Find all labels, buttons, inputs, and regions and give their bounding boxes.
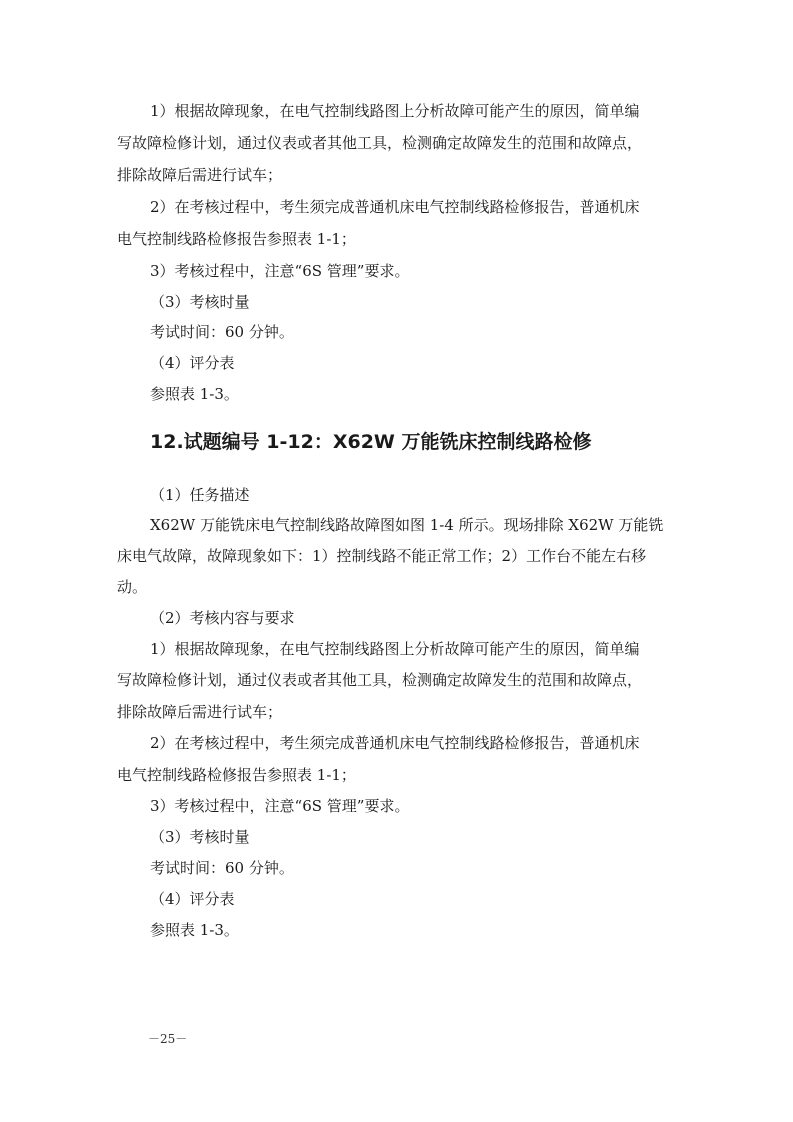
- section-heading: 12.试题编号 1-12：X62W 万能铣床控制线路检修: [150, 431, 592, 453]
- paragraph-line: 动。: [117, 578, 148, 596]
- paragraph-line: 考试时间：60 分钟。: [150, 859, 294, 877]
- paragraph-line: 排除故障后需进行试车；: [117, 703, 283, 721]
- subheading: （3）考核时量: [150, 828, 250, 846]
- paragraph-line: 排除故障后需进行试车；: [117, 166, 283, 184]
- subheading: （4）评分表: [150, 354, 235, 372]
- paragraph-line: 2）在考核过程中，考生须完成普通机床电气控制线路检修报告，普通机床: [150, 198, 640, 216]
- paragraph-line: 写故障检修计划，通过仪表或者其他工具，检测确定故障发生的范围和故障点，: [117, 134, 643, 152]
- paragraph-line: 写故障检修计划，通过仪表或者其他工具，检测确定故障发生的范围和故障点，: [117, 671, 643, 689]
- paragraph-line: 电气控制线路检修报告参照表 1-1；: [117, 230, 356, 248]
- paragraph-line: 参照表 1-3。: [150, 921, 239, 939]
- page-number: －25－: [148, 1032, 188, 1046]
- paragraph-line: 2）在考核过程中，考生须完成普通机床电气控制线路检修报告，普通机床: [150, 734, 640, 752]
- paragraph-line: 1）根据故障现象，在电气控制线路图上分析故障可能产生的原因，简单编: [150, 640, 640, 658]
- paragraph-line: 考试时间：60 分钟。: [150, 323, 294, 341]
- paragraph-line: 参照表 1-3。: [150, 385, 239, 403]
- paragraph-line: 床电气故障，故障现象如下：1）控制线路不能正常工作；2）工作台不能左右移: [117, 547, 647, 565]
- paragraph-line: X62W 万能铣床电气控制线路故障图如图 1-4 所示。现场排除 X62W 万能铣: [150, 516, 664, 534]
- paragraph-line: 电气控制线路检修报告参照表 1-1；: [117, 766, 356, 784]
- paragraph-line: 3）考核过程中，注意“6S 管理”要求。: [150, 797, 410, 815]
- paragraph-line: 1）根据故障现象，在电气控制线路图上分析故障可能产生的原因，简单编: [150, 102, 640, 120]
- subheading: （4）评分表: [150, 890, 235, 908]
- paragraph-line: 3）考核过程中，注意“6S 管理”要求。: [150, 262, 410, 280]
- subheading: （1）任务描述: [150, 486, 250, 504]
- subheading: （2）考核内容与要求: [150, 609, 295, 627]
- subheading: （3）考核时量: [150, 293, 250, 311]
